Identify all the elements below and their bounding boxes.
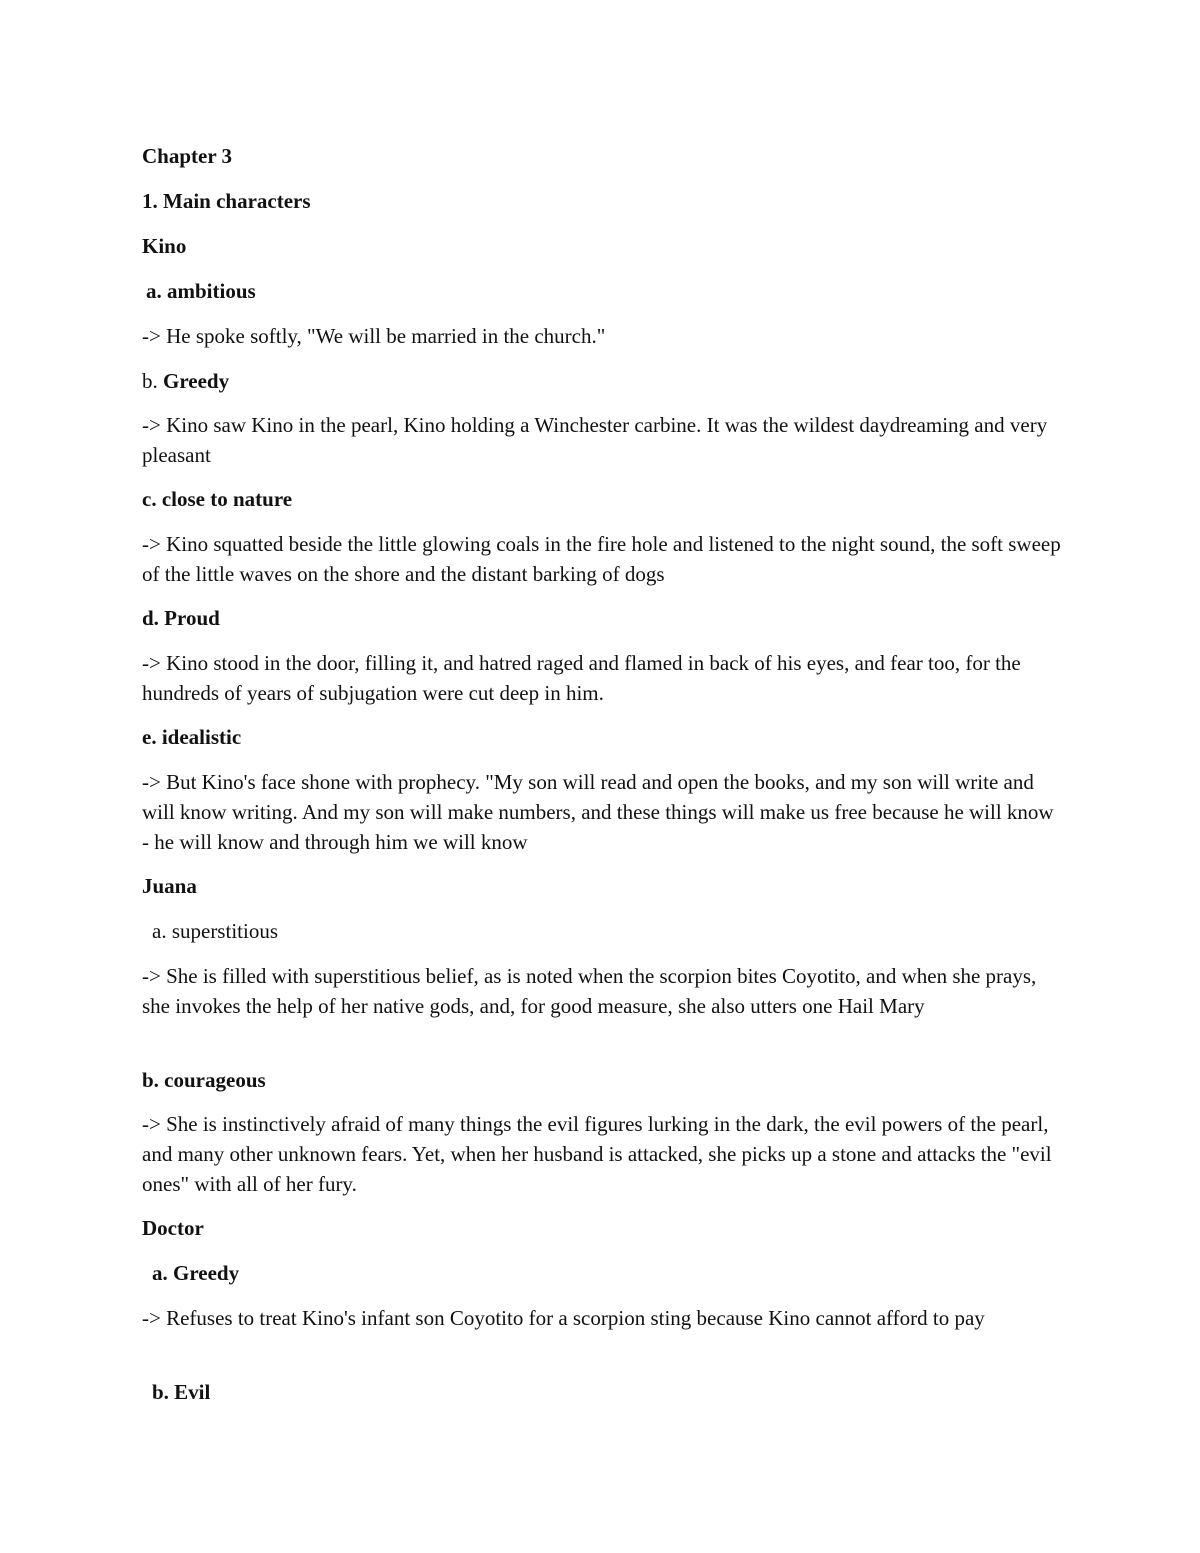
kino-trait-close-to-nature: c. close to nature: [142, 487, 293, 511]
kino-quote-close-to-nature: -> Kino squatted beside the little glowing coals in the fire hole and listened to the night sound, the soft sweep of the little waves on the shore and the distant barking of dogs: [142, 532, 1061, 586]
chapter-title: Chapter 3: [142, 144, 233, 168]
character-name-kino: Kino: [142, 234, 187, 258]
kino-quote-ambitious: -> He spoke softly, "We will be married in the church.": [142, 324, 606, 348]
kino-quote-greedy: -> Kino saw Kino in the pearl, Kino holding a Winchester carbine. It was the wildest daydreaming and very pleasant: [142, 413, 1048, 467]
kino-trait-greedy-word: Greedy: [163, 369, 230, 393]
kino-trait-ambitious: a. ambitious: [146, 279, 256, 303]
doctor-trait-evil: b. Evil: [152, 1380, 211, 1404]
kino-quote-idealistic: -> But Kino's face shone with prophecy. "My son will read and open the books, and my son will write and will know writing. And my son will make numbers, and these things will make us free because he will know - he will know and through him we will know: [142, 770, 1054, 854]
character-name-doctor: Doctor: [142, 1216, 204, 1240]
juana-trait-courageous: b. courageous: [142, 1068, 266, 1092]
kino-trait-proud: d. Proud: [142, 606, 220, 630]
doctor-trait-greedy: a. Greedy: [152, 1261, 240, 1285]
kino-trait-idealistic: e. idealistic: [142, 725, 242, 749]
kino-trait-greedy: [142, 366, 1062, 410]
section-heading: 1. Main characters: [142, 189, 311, 213]
kino-trait-greedy-letter: b.: [142, 369, 158, 393]
kino-quote-proud: -> Kino stood in the door, filling it, and hatred raged and flamed in back of his eyes, and fear too, for the hundreds of years of subjugation were cut deep in him.: [142, 651, 1021, 705]
doctor-quote-greedy: -> Refuses to treat Kino's infant son Coyotito for a scorpion sting because Kino cannot afford to pay: [142, 1306, 985, 1330]
document-page: [142, 141, 1062, 1407]
juana-quote-superstitious: -> She is filled with superstitious belief, as is noted when the scorpion bites Coyotito, and when she prays, she invokes the help of her native gods, and, for good measure, she also utters one Hail Mary: [142, 964, 1037, 1018]
character-name-juana: Juana: [142, 874, 197, 898]
juana-trait-superstitious: a. superstitious: [152, 919, 278, 943]
juana-quote-courageous: -> She is instinctively afraid of many things the evil figures lurking in the dark, the evil powers of the pearl, and many other unknown fears. Yet, when her husband is attacked, she picks up a stone and attacks the "evil ones" with all of her fury.: [142, 1112, 1052, 1196]
